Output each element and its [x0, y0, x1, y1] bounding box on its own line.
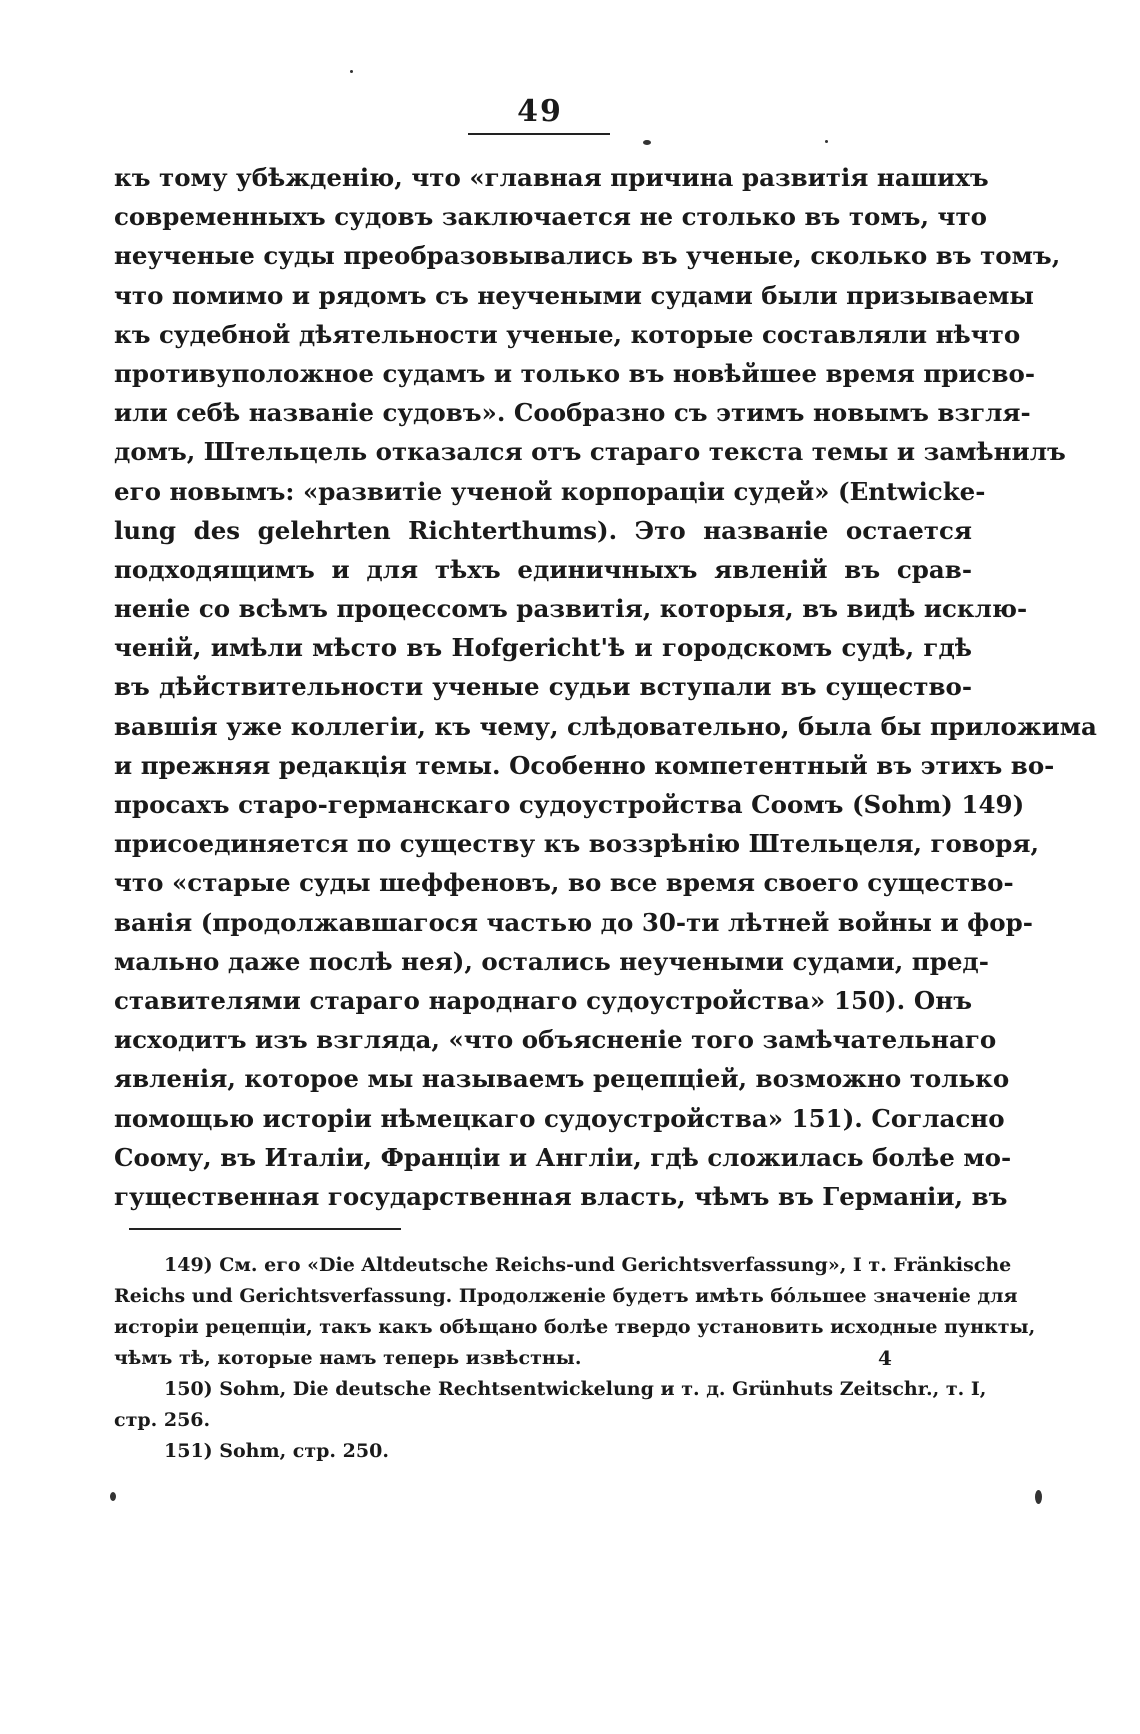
body-line: Соому, въ Италіи, Франціи и Англіи, гдѣ сложилась болѣе мо-	[114, 1142, 1012, 1172]
body-line: неніе со всѣмъ процессомъ развитія, которыя, въ видѣ исклю-	[114, 594, 1028, 624]
signature-mark: 4	[878, 1346, 892, 1370]
body-line: просахъ старо-германскаго судоустройства Соомъ (Sohm) 149)	[114, 790, 1025, 819]
body-line: исходитъ изъ взгляда, «что объясненіе того замѣчательнаго	[114, 1025, 997, 1055]
body-line: lung des gelehrten Richterthums). Это названіе остается	[114, 515, 972, 545]
body-line: мально даже послѣ нея), остались неучеными судами, пред-	[114, 946, 989, 976]
body-text	[114, 158, 1097, 1216]
body-line: домъ, Штельцель отказался отъ стараго текста темы и замѣнилъ	[114, 437, 1066, 467]
body-line: гущественная государственная власть, чѣмъ въ Германіи, въ	[114, 1181, 1008, 1211]
body-line: современныхъ судовъ заключается не столько въ томъ, что	[114, 202, 987, 232]
page-number-rule	[468, 133, 610, 135]
page-number: 49	[517, 94, 563, 129]
scan-speck	[825, 140, 828, 143]
body-line: явленія, которое мы называемъ рецепціей, возможно только	[114, 1064, 1010, 1094]
body-line: что помимо и рядомъ съ неучеными судами были призываемы	[114, 280, 1034, 310]
body-line: подходящимъ и для тѣхъ единичныхъ явленій въ срав-	[114, 554, 972, 584]
footnote-150-line: стр. 256.	[114, 1409, 211, 1431]
scan-speck	[350, 70, 353, 73]
body-line: или себѣ названіе судовъ». Сообразно съ этимъ новымъ взгля-	[114, 398, 1031, 428]
body-line: ставителями стараго народнаго судоустройства» 150). Онъ	[114, 985, 972, 1015]
body-line: неученые суды преобразовывались въ ученые, сколько въ томъ,	[114, 241, 1061, 271]
footnote-149-line: исторіи рецепціи, такъ какъ обѣщано болѣе твердо установить исходные пункты,	[114, 1316, 1036, 1338]
footnote-150-line: 150) Sohm, Die deutsche Rechtsentwickelung и т. д. Grünhuts Zeitschr., т. I,	[164, 1378, 987, 1400]
body-line: ченій, имѣли мѣсто въ Hofgericht'ѣ и городскомъ судѣ, гдѣ	[114, 633, 972, 663]
body-line: противуположное судамъ и только въ новѣйшее время присво-	[114, 358, 1035, 388]
body-line: его новымъ: «развитіе ученой корпораціи судей» (Entwicke-	[114, 476, 986, 506]
footnotes	[114, 1250, 1036, 1467]
footnote-149-line: Reichs und Gerichtsverfassung. Продолженіе будетъ имѣть бóльшее значеніе для	[114, 1285, 1018, 1307]
body-line: помощью исторіи нѣмецкаго судоустройства» 151). Согласно	[114, 1103, 1005, 1133]
body-line: вавшія уже коллегіи, къ чему, слѣдовательно, была бы приложима	[114, 711, 1097, 741]
body-line: ванія (продолжавшагося частью до 30-ти лѣтней войны и фор-	[114, 907, 1033, 937]
body-line: что «старые суды шеффеновъ, во все время своего существо-	[114, 868, 1014, 898]
footnote-149-line: чѣмъ тѣ, которые намъ теперь извѣстны.	[114, 1347, 582, 1369]
body-line: въ дѣйствительности ученые судьи вступали въ существо-	[114, 672, 972, 702]
scan-speck	[110, 1492, 116, 1501]
body-line: къ тому убѣжденію, что «главная причина развитія нашихъ	[114, 163, 989, 192]
footnote-149-line: 149) См. его «Die Altdeutsche Reichs-und Gerichtsverfassung», I т. Fränkische	[164, 1254, 1012, 1276]
scan-speck	[1035, 1490, 1042, 1504]
scan-speck	[643, 140, 651, 145]
footnote-separator	[129, 1228, 401, 1230]
body-line: и прежняя редакція темы. Особенно компетентный въ этихъ во-	[114, 750, 1055, 780]
footnote-151-line: 151) Sohm, стр. 250.	[164, 1440, 389, 1462]
body-line: присоединяется по существу къ воззрѣнію Штельцеля, говоря,	[114, 829, 1040, 859]
body-line: къ судебной дѣятельности ученые, которые составляли нѣчто	[114, 319, 1021, 349]
